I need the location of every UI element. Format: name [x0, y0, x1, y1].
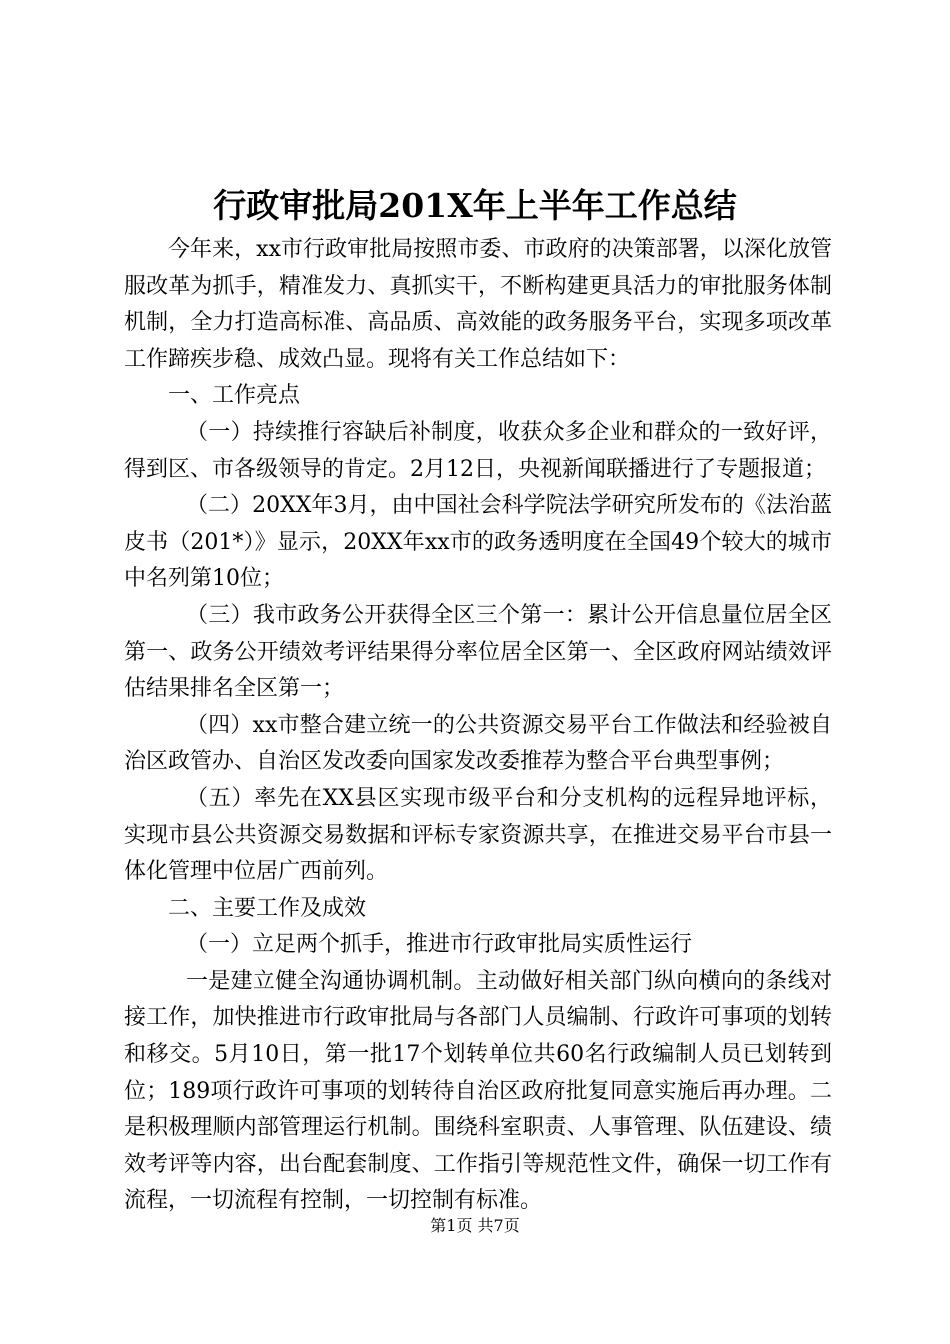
subheading-two-levers: （一）立足两个抓手，推进市行政审批局实质性运行 — [186, 932, 693, 958]
heading-highlights: 一、工作亮点 — [168, 383, 301, 409]
page-footer: 第1页 共7页 — [430, 1216, 520, 1235]
paragraph-mechanisms: 一是建立健全沟通协调机制。主动做好相关部门纵向横向的条线对接工作，加快推进市行政审批局与各部门人员编制、行政许可事项的划转和移交。5月10日，第一批17个划转单位共60名行政编制人员已划转到位；189项行政许可事项的划转待自治区政府批复同意实施后再办理。二是积极理顺内部管理运行机制。围绕科室职责、人事管理、队伍建设、绩效考评等内容，出台配套制度、工作指引等规范性文件，确保一切工作有流程，一切流程有控制，一切控制有标准。 — [124, 968, 832, 1214]
paragraph-highlight-1: （一）持续推行容缺后补制度，收获众多企业和群众的一致好评，得到区、市各级领导的肯定。2月12日，央视新闻联播进行了专题报道； — [124, 419, 832, 482]
paragraph-intro: 今年来，xx市行政审批局按照市委、市政府的决策部署，以深化放管服改革为抓手，精准发力、真抓实干，不断构建更具活力的审批服务体制机制，全力打造高标准、高品质、高效能的政务服务平台，实现多项改革工作蹄疾步稳、成效凸显。现将有关工作总结如下： — [124, 237, 832, 372]
paragraph-highlight-5: （五）率先在XX县区实现市级平台和分支机构的远程异地评标，实现市县公共资源交易数据和评标专家资源共享，在推进交易平台市县一体化管理中位居广西前列。 — [124, 785, 832, 885]
paragraph-highlight-4: （四）xx市整合建立统一的公共资源交易平台工作做法和经验被自治区政管办、自治区发改委向国家发改委推荐为整合平台典型事例； — [124, 712, 832, 775]
document-body — [124, 232, 832, 1220]
heading-main-work: 二、主要工作及成效 — [168, 895, 367, 921]
paragraph-highlight-3: （三）我市政务公开获得全区三个第一：累计公开信息量位居全区第一、政务公开绩效考评结果得分率位居全区第一、全区政府网站绩效评估结果排名全区第一； — [124, 602, 832, 702]
document-title: 行政审批局201X年上半年工作总结 — [213, 186, 737, 225]
paragraph-highlight-2: （二）20XX年3月，由中国社会科学院法学研究所发布的《法治蓝皮书（201*）》显示，20XX年xx市的政务透明度在全国49个较大的城市中名列第10位； — [124, 493, 832, 592]
